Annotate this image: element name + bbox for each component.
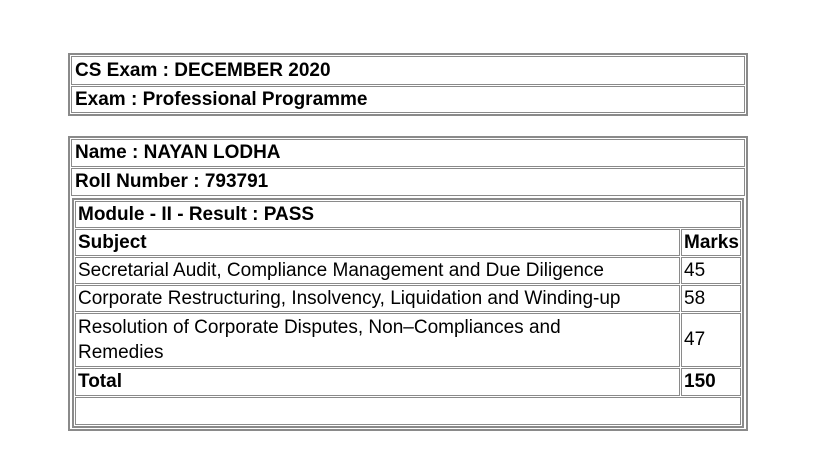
total-marks: 150 <box>681 368 741 396</box>
candidate-name: Name : NAYAN LODHA <box>71 139 745 167</box>
module-result: Module - II - Result : PASS <box>75 201 741 228</box>
table-row-marks: 58 <box>681 285 741 312</box>
module-table <box>72 198 744 428</box>
empty-footer-row <box>75 397 741 425</box>
table-row-subject: Secretarial Audit, Compliance Management and Due Diligence <box>75 257 680 284</box>
table-row-marks: 47 <box>681 313 741 367</box>
total-label: Total <box>75 368 680 396</box>
exam-header-box <box>68 53 748 116</box>
roll-number: Roll Number : 793791 <box>71 168 745 196</box>
marks-header: Marks <box>681 229 741 256</box>
table-row-marks: 45 <box>681 257 741 284</box>
exam-title: CS Exam : DECEMBER 2020 <box>71 56 745 85</box>
table-row-subject: Corporate Restructuring, Insolvency, Liquidation and Winding-up <box>75 285 680 312</box>
result-box <box>68 136 748 431</box>
table-row-subject: Resolution of Corporate Disputes, Non–Compliances and Remedies <box>75 313 680 367</box>
subject-header: Subject <box>75 229 680 256</box>
exam-programme: Exam : Professional Programme <box>71 86 745 113</box>
